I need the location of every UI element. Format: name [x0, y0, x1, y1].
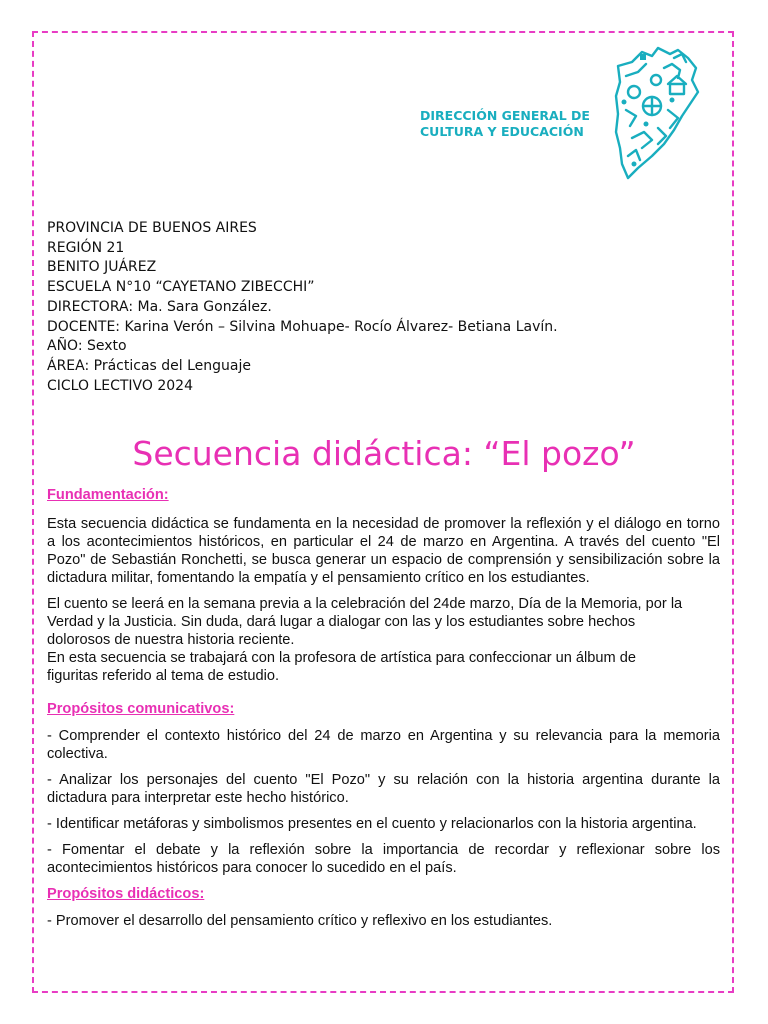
header-city: BENITO JUÁREZ: [47, 259, 157, 276]
header-region: REGIÓN 21: [47, 239, 125, 256]
header-teachers: DOCENTE: Karina Verón – Silvina Mohuape- Rocío Álvarez- Betiana Lavín.: [47, 318, 558, 335]
logo-text: [420, 108, 590, 140]
school-header: [47, 219, 558, 396]
text-line: dolorosos de nuestra historia reciente.: [47, 632, 295, 648]
text-line: figuritas referido al tema de estudio.: [47, 668, 280, 684]
document-content: [47, 486, 720, 930]
text-line: En esta secuencia se trabajará con la profesora de artística para confeccionar un álbum de: [47, 650, 636, 666]
paragraph-fundamentacion-1: Esta secuencia didáctica se fundamenta en la necesidad de promover la reflexión y el diálogo en torno a los acontecimientos históricos, en particular el 24 de marzo en Argentina. A través del cuento "El Pozo" de Sebastián Ronchetti, se busca generar un espacio de comprensión y sensibilización sobre la dictadura militar, fomentando la empatía y el pensamiento crítico en los estudiantes.: [47, 516, 720, 586]
header-school-year: CICLO LECTIVO 2024: [47, 377, 193, 394]
paragraph-fundamentacion-2: [47, 595, 720, 685]
list-item: - Comprender el contexto histórico del 24 de marzo en Argentina y su relevancia para la memoria colectiva.: [47, 728, 720, 762]
header-director: DIRECTORA: Ma. Sara González.: [47, 298, 272, 315]
buenos-aires-province-map-logo-icon: [612, 44, 704, 182]
document-title: Secuencia didáctica: “El pozo”: [132, 434, 636, 473]
header-school: ESCUELA N°10 “CAYETANO ZIBECCHI”: [47, 279, 315, 296]
list-item: - Promover el desarrollo del pensamiento crítico y reflexivo en los estudiantes.: [47, 913, 553, 929]
text-line: Verdad y la Justicia. Sin duda, dará lugar a dialogar con las y los estudiantes sobre hechos: [47, 614, 636, 630]
header-province: PROVINCIA DE BUENOS AIRES: [47, 220, 257, 236]
heading-propositos-comunicativos: Propósitos comunicativos:: [47, 701, 235, 717]
header-year: AÑO: Sexto: [47, 338, 127, 355]
logo-line-1: DIRECCIÓN GENERAL DE: [420, 108, 590, 123]
header-area: ÁREA: Prácticas del Lenguaje: [47, 357, 251, 374]
logo-line-2: CULTURA Y EDUCACIÓN: [420, 124, 584, 139]
text-line: El cuento se leerá en la semana previa a la celebración del 24de marzo, Día de la Memoria, por la: [47, 596, 683, 612]
list-item: - Identificar metáforas y simbolismos presentes en el cuento y relacionarlos con la historia argentina.: [47, 816, 697, 832]
heading-fundamentacion: Fundamentación:: [47, 487, 169, 503]
heading-propositos-didacticos: Propósitos didácticos:: [47, 886, 205, 902]
list-item: - Analizar los personajes del cuento "El Pozo" y su relación con la historia argentina durante la dictadura para interpretar este hecho histórico.: [47, 772, 720, 806]
list-item: - Fomentar el debate y la reflexión sobre la importancia de recordar y reflexionar sobre los acontecimientos históricos para conocer lo sucedido en el país.: [47, 842, 720, 876]
